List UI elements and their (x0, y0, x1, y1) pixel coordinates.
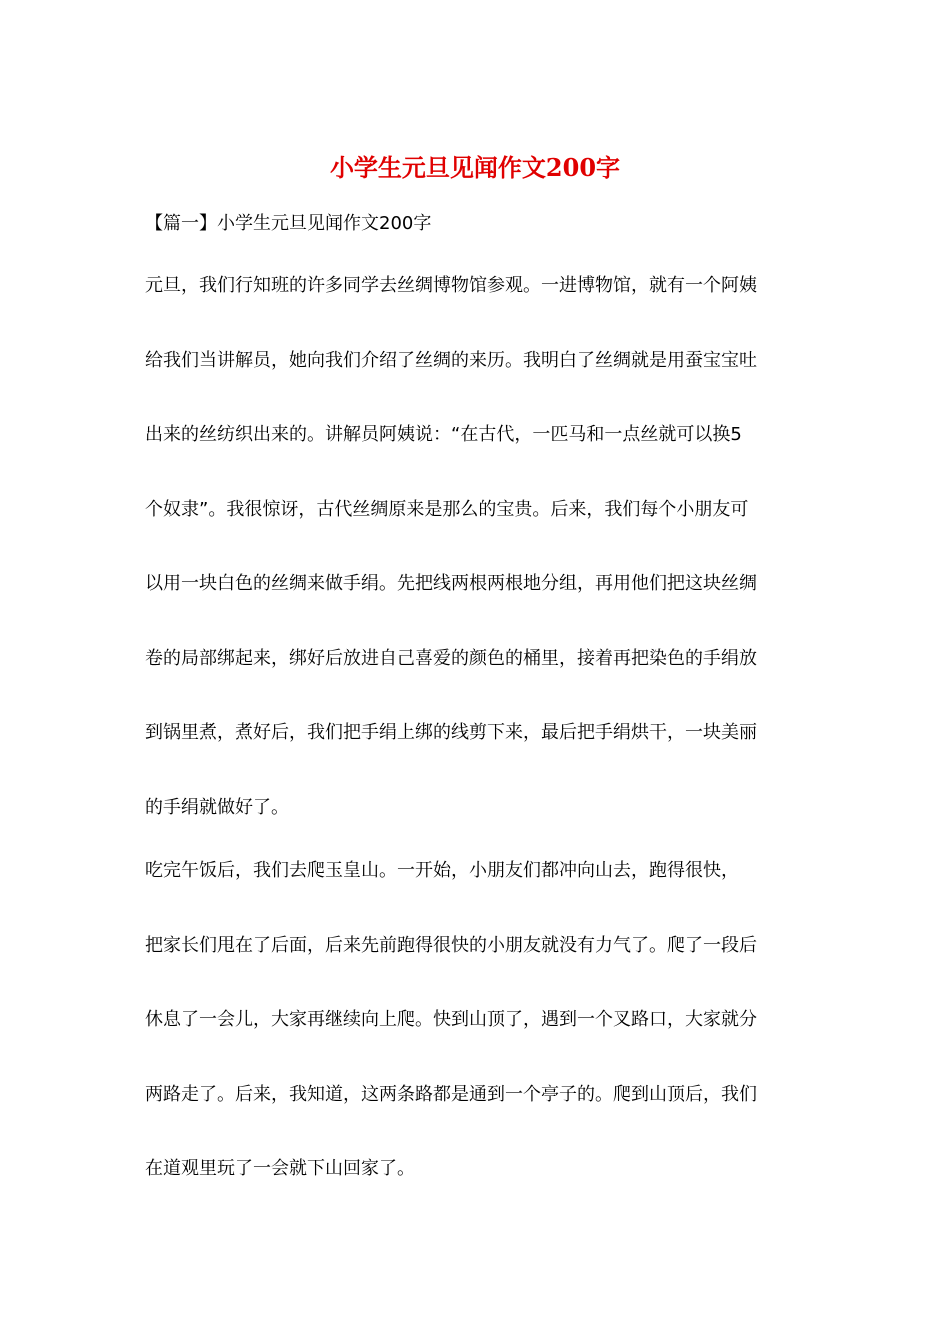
text-line: 以用一块白色的丝绸来做手绢。先把线两根两根地分组，再用他们把这块丝绸 (145, 573, 757, 594)
text-line: 休息了一会儿，大家再继续向上爬。快到山顶了，遇到一个叉路口，大家就分 (145, 1009, 757, 1030)
text-line: 两路走了。后来，我知道，这两条路都是通到一个亭子的。爬到山顶后，我们 (145, 1084, 757, 1105)
text-line: 出来的丝纺织出来的。讲解员阿姨说：“在古代，一匹马和一点丝就可以换5 (145, 424, 742, 445)
text-line: 元旦，我们行知班的许多同学去丝绸博物馆参观。一进博物馆，就有一个阿姨 (145, 275, 757, 296)
text-line: 个奴隶”。我很惊讶，古代丝绸原来是那么的宝贵。后来，我们每个小朋友可 (145, 499, 749, 520)
text-line: 把家长们甩在了后面，后来先前跑得很快的小朋友就没有力气了。爬了一段后 (145, 935, 757, 956)
text-line: 到锅里煮，煮好后，我们把手绢上绑的线剪下来，最后把手绢烘干，一块美丽 (145, 722, 757, 743)
text-line: 的手绢就做好了。 (145, 797, 289, 818)
text-line: 给我们当讲解员，她向我们介绍了丝绸的来历。我明白了丝绸就是用蚕宝宝吐 (145, 350, 757, 371)
text-line: 卷的局部绑起来，绑好后放进自己喜爱的颜色的桶里，接着再把染色的手绢放 (145, 648, 757, 669)
text-line: 吃完午饭后，我们去爬玉皇山。一开始，小朋友们都冲向山去，跑得很快， (145, 860, 739, 881)
text-line: 在道观里玩了一会就下山回家了。 (145, 1158, 415, 1179)
document-title: 小学生元旦见闻作文200字 (329, 153, 621, 182)
section-heading: 【篇一】小学生元旦见闻作文200字 (145, 213, 432, 234)
